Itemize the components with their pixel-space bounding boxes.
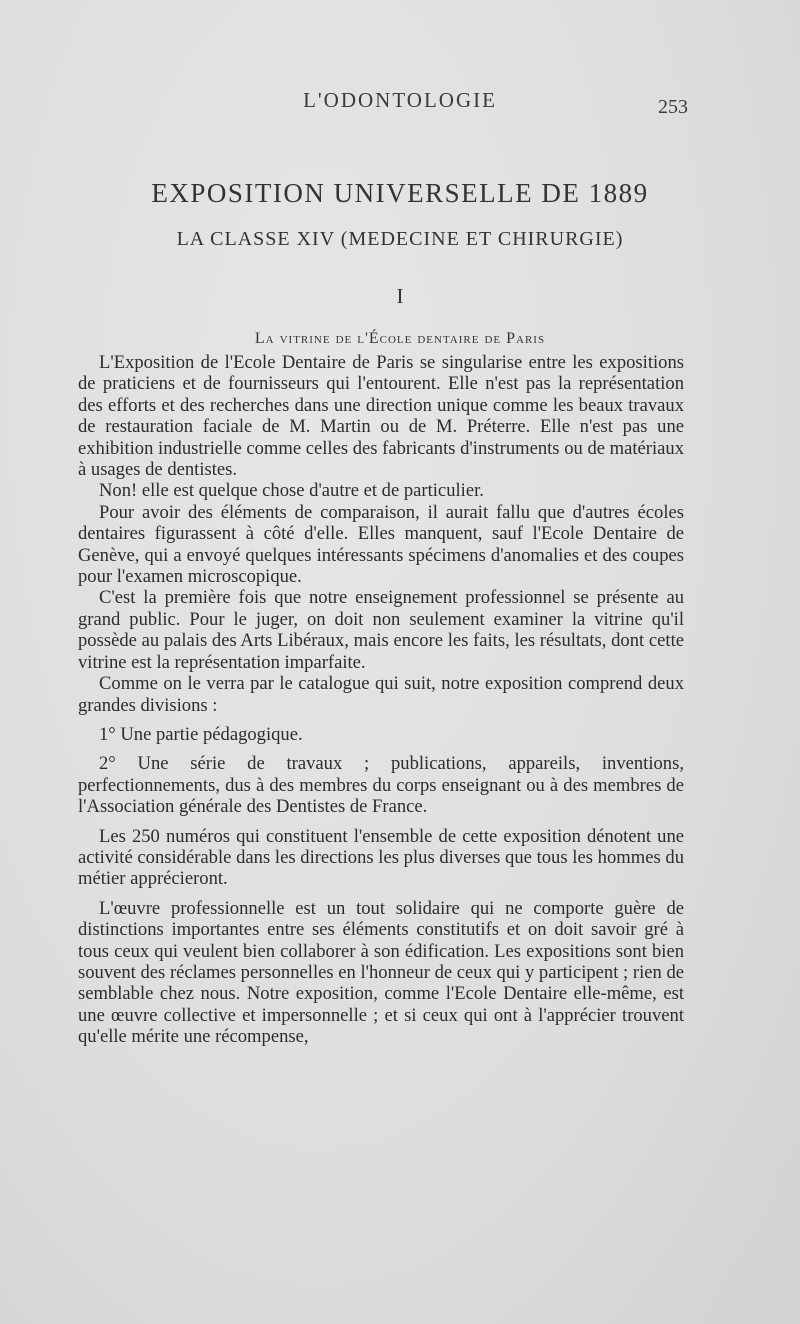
- section-number: I: [396, 284, 404, 308]
- article-title: EXPOSITION UNIVERSELLE DE 1889: [151, 178, 649, 208]
- section-heading: La vitrine de l'École dentaire de Paris: [254, 330, 546, 347]
- paragraph: C'est la première fois que notre enseignement professionnel se présente au grand public. Pour le juger, on doit non seulement examiner la vitrine qu'il possède au palais des Arts Libéraux, mais encore les faits, les résultats, dont cette vitrine est la représentation imparfaite.: [78, 587, 684, 673]
- paragraph: Comme on le verra par le catalogue qui suit, notre exposition comprend deux grandes divisions :: [78, 673, 684, 716]
- article-body: [78, 352, 684, 1048]
- paragraph: L'œuvre professionnelle est un tout solidaire qui ne comporte guère de distinctions importantes entre ses éléments constitutifs et on doit savoir gré à tous ceux qui veulent bien collaborer à son édification. Les expositions sont bien souvent des réclames personnelles en l'honneur de ceux qui y participent ; rien de semblable chez nous. Notre exposition, comme l'Ecole Dentaire elle-même, est une œuvre collective et impersonnelle ; et si ceux qui ont à l'apprécier trouvent qu'elle mérite une récompense,: [78, 897, 684, 1048]
- paragraph: Non! elle est quelque chose d'autre et de particulier.: [99, 480, 484, 502]
- running-head: L'ODONTOLOGIE: [303, 88, 497, 112]
- paragraph: Les 250 numéros qui constituent l'ensemble de cette exposition dénotent une activité considérable dans les directions les plus diverses que tous les hommes du métier apprécieront.: [78, 825, 684, 890]
- page-number: 253: [658, 96, 688, 118]
- paragraph: Pour avoir des éléments de comparaison, il aurait fallu que d'autres écoles dentaires figurassent à côté d'elle. Elles manquent, sauf l'Ecole Dentaire de Genève, qui a envoyé quelques intéressants spécimens d'anomalies et des coupes pour l'examen microscopique.: [78, 501, 684, 588]
- article-subtitle: LA CLASSE XIV (MEDECINE ET CHIRURGIE): [176, 228, 624, 250]
- paragraph: 1° Une partie pédagogique.: [99, 723, 303, 745]
- paragraph: L'Exposition de l'Ecole Dentaire de Paris se singularise entre les expositions de praticiens et de fournisseurs qui l'entourent. Elle n'est pas la représentation des efforts et des recherches dans une direction unique comme les beaux travaux de restauration faciale de M. Martin ou de M. Préterre. Elle n'est pas une exhibition industrielle comme celles des fabricants d'instruments ou de matériaux à usages de dentistes.: [78, 352, 684, 481]
- paragraph: 2° Une série de travaux ; publications, appareils, inventions, perfectionnements, dus à des membres du corps enseignant ou à des membres de l'Association générale des Dentistes de France.: [78, 753, 684, 818]
